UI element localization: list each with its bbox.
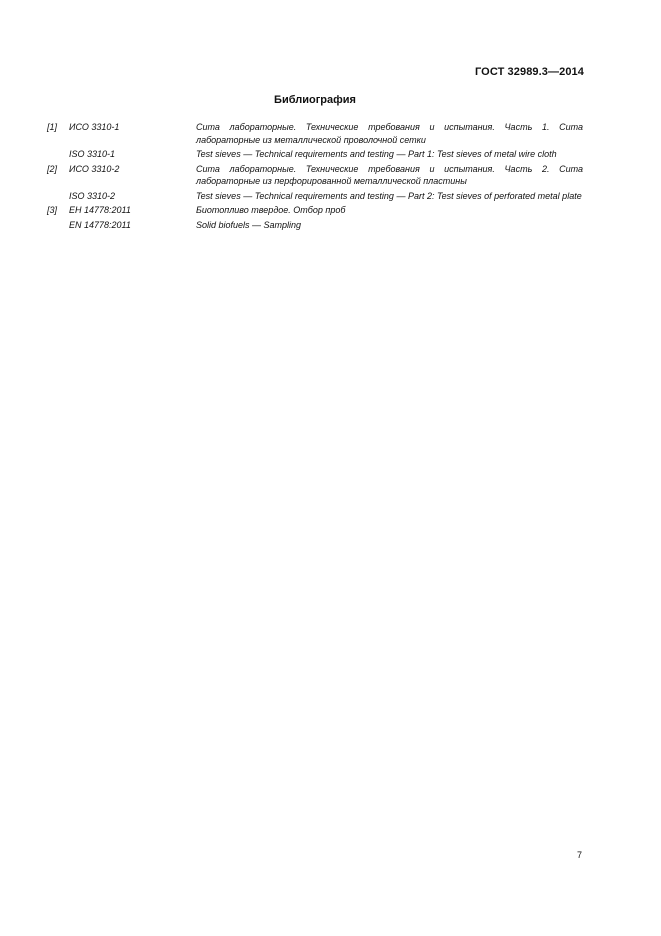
entry-title: Test sieves — Technical requirements and testing — Part 1: Test sieves of metal wire cloth	[196, 149, 557, 159]
entry-standard: EN 14778:2011	[69, 219, 131, 230]
entry-number	[47, 190, 69, 203]
entry-standard: ISO 3310-2	[69, 190, 116, 201]
entry-number	[47, 219, 69, 232]
entry-number: [2]	[47, 163, 58, 174]
bibliography-entry	[47, 190, 583, 203]
bibliography-entry	[47, 204, 583, 217]
entry-number: [1]	[47, 122, 58, 132]
page-number: 7	[576, 850, 582, 860]
document-code: ГОСТ 32989.3—2014	[474, 66, 584, 78]
entry-title: Test sieves — Technical requirements and testing — Part 2: Test sieves of perforated metal plate	[196, 190, 582, 201]
entry-standard: ИСО 3310-1	[69, 122, 120, 132]
entry-title: Сита лабораторные. Технические требования и испытания. Часть 1. Сита лабораторные из металлической проволочной сетки	[196, 122, 583, 145]
bibliography-list	[47, 121, 583, 233]
entry-title: Сита лабораторные. Технические требования и испытания. Часть 2. Сита лабораторные из перфорированной металлической пластины	[196, 163, 583, 186]
bibliography-entry	[47, 148, 583, 161]
entry-title: Solid biofuels — Sampling	[196, 219, 302, 230]
bibliography-entry	[47, 219, 583, 232]
section-title: Библиография	[274, 94, 356, 106]
entry-number	[47, 148, 69, 161]
bibliography-entry	[47, 163, 583, 188]
entry-number: [3]	[47, 205, 58, 215]
entry-standard: ИСО 3310-2	[69, 163, 120, 174]
entry-standard: ISO 3310-1	[69, 149, 116, 159]
bibliography-entry	[47, 121, 583, 146]
entry-standard: ЕН 14778:2011	[69, 205, 131, 215]
entry-title: Биотопливо твердое. Отбор проб	[196, 205, 346, 215]
